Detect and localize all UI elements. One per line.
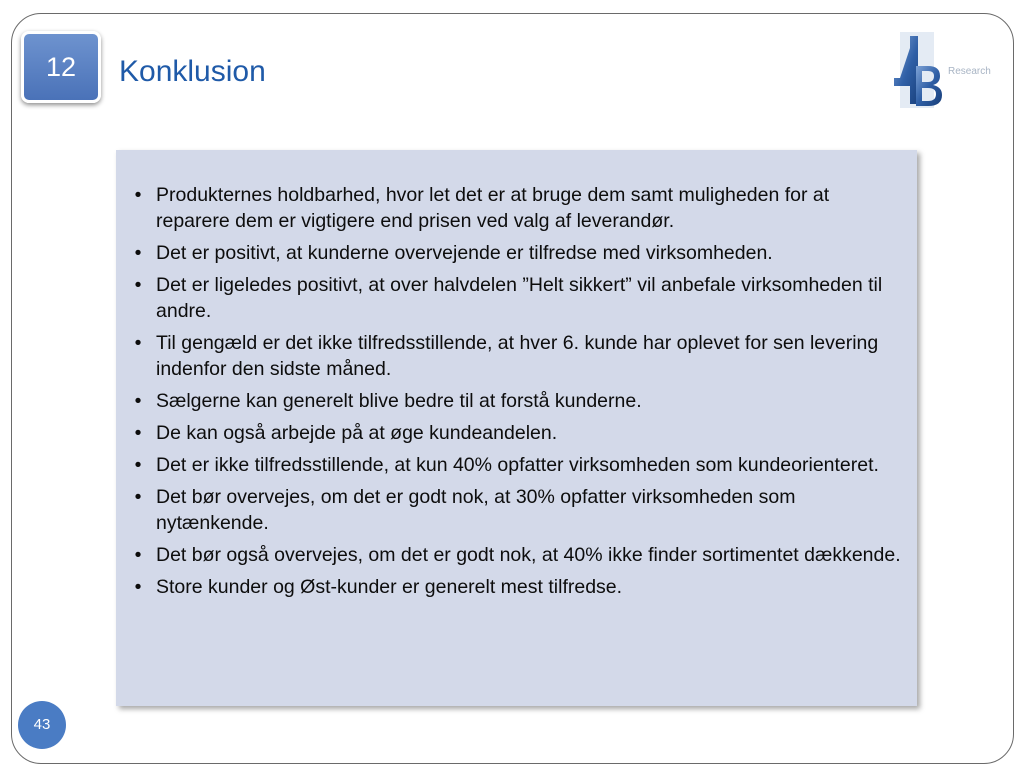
bullet-text: Det er ligeledes positivt, at over halvdelen ”Helt sikkert” vil anbefale virksomheden til andre. — [156, 274, 883, 322]
bullet-dot-icon: • — [134, 576, 142, 598]
bullet-text: Store kunder og Øst-kunder er generelt mest tilfredse. — [156, 576, 623, 598]
bullet-dot-icon: • — [134, 486, 142, 508]
bullet-dot-icon: • — [134, 544, 142, 566]
bullet-item — [128, 484, 907, 536]
slide-title: Konklusion — [119, 55, 266, 88]
bullet-text: Det er ikke tilfredsstillende, at kun 40% opfatter virksomheden som kundeorienteret. — [156, 454, 879, 476]
bullet-text: Produkternes holdbarhed, hvor let det er at bruge dem samt muligheden for at reparere dem er vigtigere end prisen ved valg af leverandør. — [156, 184, 830, 232]
bullet-dot-icon: • — [134, 332, 142, 354]
content-box — [116, 150, 917, 706]
logo-tagline: Research — [948, 66, 991, 77]
bullet-dot-icon: • — [134, 454, 142, 476]
bullet-item — [128, 388, 907, 414]
bullet-item — [128, 420, 907, 446]
bullet-text: Sælgerne kan generelt blive bedre til at forstå kunderne. — [156, 390, 642, 412]
bullet-dot-icon: • — [134, 184, 142, 206]
bullet-dot-icon: • — [134, 242, 142, 264]
bullet-item — [128, 452, 907, 478]
bullet-text: Det er positivt, at kunderne overvejende er tilfredse med virksomheden. — [156, 242, 773, 264]
page-number-badge: 43 — [18, 701, 66, 749]
bullet-dot-icon: • — [134, 422, 142, 444]
bullet-item — [128, 330, 907, 382]
bullet-text: Det bør også overvejes, om det er godt nok, at 40% ikke finder sortimentet dækkende. — [156, 544, 901, 566]
bullet-item — [128, 272, 907, 324]
bullet-item — [128, 240, 907, 266]
bullet-item — [128, 182, 907, 234]
bullet-dot-icon: • — [134, 390, 142, 412]
bullet-text: Det bør overvejes, om det er godt nok, at 30% opfatter virksomheden som nytænkende. — [156, 486, 796, 534]
bullet-text: Til gengæld er det ikke tilfredsstillende, at hver 6. kunde har oplevet for sen levering indenfor den sidste måned. — [156, 332, 879, 380]
section-number-badge: 12 — [21, 31, 101, 103]
bullet-list — [128, 182, 907, 600]
bullet-dot-icon: • — [134, 274, 142, 296]
bullet-item — [128, 542, 907, 568]
bullet-item — [128, 574, 907, 600]
bullet-text: De kan også arbejde på at øge kundeandelen. — [156, 422, 558, 444]
